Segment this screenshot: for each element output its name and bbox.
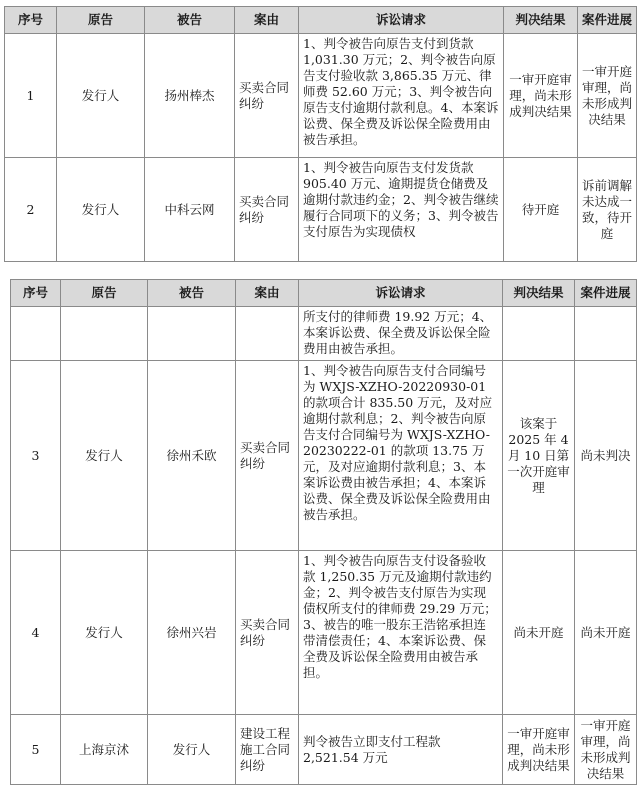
- row-claim: 1、判令被告向原告支付发货款 905.40 万元、逾期提货仓储费及逾期付款违约金；2、判令被告继续履行合同项下的义务；3、判令被告支付原告为实现债权: [303, 160, 499, 239]
- row-cause: 建设工程施工合同纠纷: [236, 715, 299, 785]
- row-no: 4: [11, 551, 61, 715]
- row-result: 尚未开庭: [503, 551, 575, 715]
- row-progress: 尚未开庭: [575, 551, 637, 715]
- row-defendant: [148, 307, 236, 361]
- row-plaintiff: 发行人: [57, 34, 145, 158]
- row-cause: 买卖合同纠纷: [236, 551, 299, 715]
- header-defendant: 被告: [145, 7, 235, 34]
- header-cause: 案由: [236, 280, 299, 307]
- header-no: 序号: [5, 7, 57, 34]
- row-plaintiff: 上海京沭: [61, 715, 148, 785]
- header-plaintiff: 原告: [61, 280, 148, 307]
- header-no: 序号: [11, 280, 61, 307]
- table-row: [11, 361, 637, 551]
- row-no: 1: [5, 34, 57, 158]
- row-result: 该案于 2025 年 4 月 10 日第一次开庭审理: [503, 361, 575, 551]
- table-row: [5, 158, 637, 262]
- row-cause: 买卖合同纠纷: [235, 158, 299, 262]
- header-progress: 案件进展: [578, 7, 637, 34]
- row-claim: 判令被告立即支付工程款 2,521.54 万元: [299, 715, 503, 785]
- header-row: [11, 280, 637, 307]
- header-plaintiff: 原告: [57, 7, 145, 34]
- header-row: [5, 7, 637, 34]
- row-claim: 1、判令被告向原告支付合同编号为 WXJS-XZHO-20220930-01 的款项合计 835.50 万元，及对应逾期付款利息；2、判令被告向原告支付合同编号为 WXJS-XZHO-20230222-01 的款项 13.75 万元，及对应逾期付款利息；3、本案诉讼费由被告承担；4、本案诉讼费、保全费及诉讼保全险费用由被告承担。: [299, 361, 503, 551]
- row-plaintiff: [61, 307, 148, 361]
- header-defendant: 被告: [148, 280, 236, 307]
- row-no: 5: [11, 715, 61, 785]
- litigation-table-lower: [10, 279, 637, 785]
- table-row: [11, 551, 637, 715]
- row-defendant: 徐州兴岩: [148, 551, 236, 715]
- row-no: [11, 307, 61, 361]
- row-plaintiff: 发行人: [57, 158, 145, 262]
- row-cause: 买卖合同纠纷: [235, 34, 299, 158]
- table-row: [11, 307, 637, 361]
- header-claim: 诉讼请求: [299, 7, 504, 34]
- row-result: 一审开庭审理，尚未形成判决结果: [504, 34, 578, 158]
- row-progress: 诉前调解未达成一致，待开庭: [578, 158, 637, 262]
- row-defendant: 扬州棒杰: [145, 34, 235, 158]
- row-result: 一审开庭审理，尚未形成判决结果: [503, 715, 575, 785]
- row-claim: 所支付的律师费 19.92 万元；4、本案诉讼费、保全费及诉讼保全险费用由被告承担。: [299, 307, 503, 361]
- row-progress: [575, 307, 637, 361]
- row-no: 3: [11, 361, 61, 551]
- table-row: [11, 715, 637, 785]
- row-no: 2: [5, 158, 57, 262]
- row-cause: 买卖合同纠纷: [236, 361, 299, 551]
- row-cause: [236, 307, 299, 361]
- header-claim: 诉讼请求: [299, 280, 503, 307]
- row-defendant: 中科云网: [145, 158, 235, 262]
- row-result: 待开庭: [504, 158, 578, 262]
- header-result: 判决结果: [503, 280, 575, 307]
- row-progress: 尚未判决: [575, 361, 637, 551]
- row-defendant: 徐州禾欧: [148, 361, 236, 551]
- row-progress: 一审开庭审理，尚未形成判决结果: [575, 715, 637, 785]
- litigation-table-upper: [4, 6, 637, 262]
- row-claim: 1、判令被告向原告支付设备验收款 1,250.35 万元及逾期付款违约金；2、判令被告支付原告为实现债权所支付的律师费 29.29 万元；3、被告的唯一股东王浩铭承担连带清偿责任；4、本案诉讼费、保全费及诉讼保全险费用由被告承担。: [299, 551, 503, 715]
- row-claim: 1、判令被告向原告支付到货款 1,031.30 万元；2、判令被告向原告支付验收款 3,865.35 万元、律师费 52.60 万元；3、判令被告向原告支付逾期付款利息。4、本案诉讼费、保全费及诉讼保全险费用由被告承担。: [299, 34, 504, 158]
- header-cause: 案由: [235, 7, 299, 34]
- row-progress: 一审开庭审理，尚未形成判决结果: [578, 34, 637, 158]
- header-result: 判决结果: [504, 7, 578, 34]
- row-result: [503, 307, 575, 361]
- table-row: [5, 34, 637, 158]
- header-progress: 案件进展: [575, 280, 637, 307]
- row-plaintiff: 发行人: [61, 361, 148, 551]
- row-plaintiff: 发行人: [61, 551, 148, 715]
- row-defendant: 发行人: [148, 715, 236, 785]
